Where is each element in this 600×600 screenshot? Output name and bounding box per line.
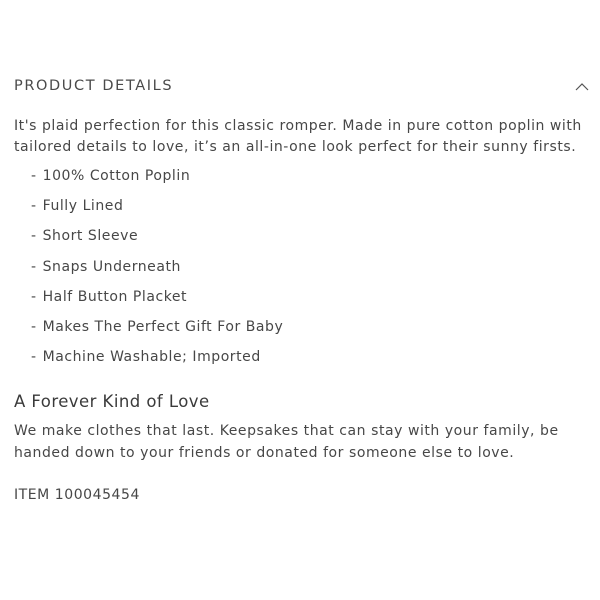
feature-list-item (31, 257, 283, 287)
chevron-up-icon[interactable] (574, 80, 590, 94)
feature-text: Short Sleeve (42, 228, 139, 245)
feature-list-item (31, 166, 283, 196)
feature-list-item (31, 317, 283, 347)
bullet-dash: - (31, 258, 37, 275)
bullet-dash: - (31, 318, 37, 335)
feature-list-item (31, 347, 283, 377)
forever-heading: A Forever Kind of Love (14, 392, 210, 411)
feature-text: Makes The Perfect Gift For Baby (42, 318, 284, 335)
feature-text: Half Button Placket (42, 288, 188, 305)
feature-text: Snaps Underneath (42, 258, 181, 275)
feature-list-item (31, 287, 283, 317)
item-number: ITEM 100045454 (14, 487, 140, 503)
feature-text: Machine Washable; Imported (42, 349, 261, 366)
feature-list (31, 166, 283, 377)
product-details-title: PRODUCT DETAILS (14, 78, 174, 94)
bullet-dash: - (31, 288, 37, 305)
forever-description: We make clothes that last. Keepsakes that can stay with your family, be handed down to your friends or donated for someone else to love. (14, 423, 559, 461)
bullet-dash: - (31, 198, 37, 215)
feature-text: Fully Lined (42, 198, 124, 215)
bullet-dash: - (31, 168, 37, 184)
bullet-dash: - (31, 228, 37, 245)
product-description: It's plaid perfection for this classic romper. Made in pure cotton poplin with tailored details to love, it’s an all-in-one look perfect for their sunny firsts. (14, 118, 582, 155)
feature-list-item (31, 196, 283, 226)
feature-text: 100% Cotton Poplin (42, 168, 191, 184)
feature-list-item (31, 226, 283, 256)
product-details-accordion-header[interactable] (14, 76, 590, 100)
bullet-dash: - (31, 349, 37, 366)
